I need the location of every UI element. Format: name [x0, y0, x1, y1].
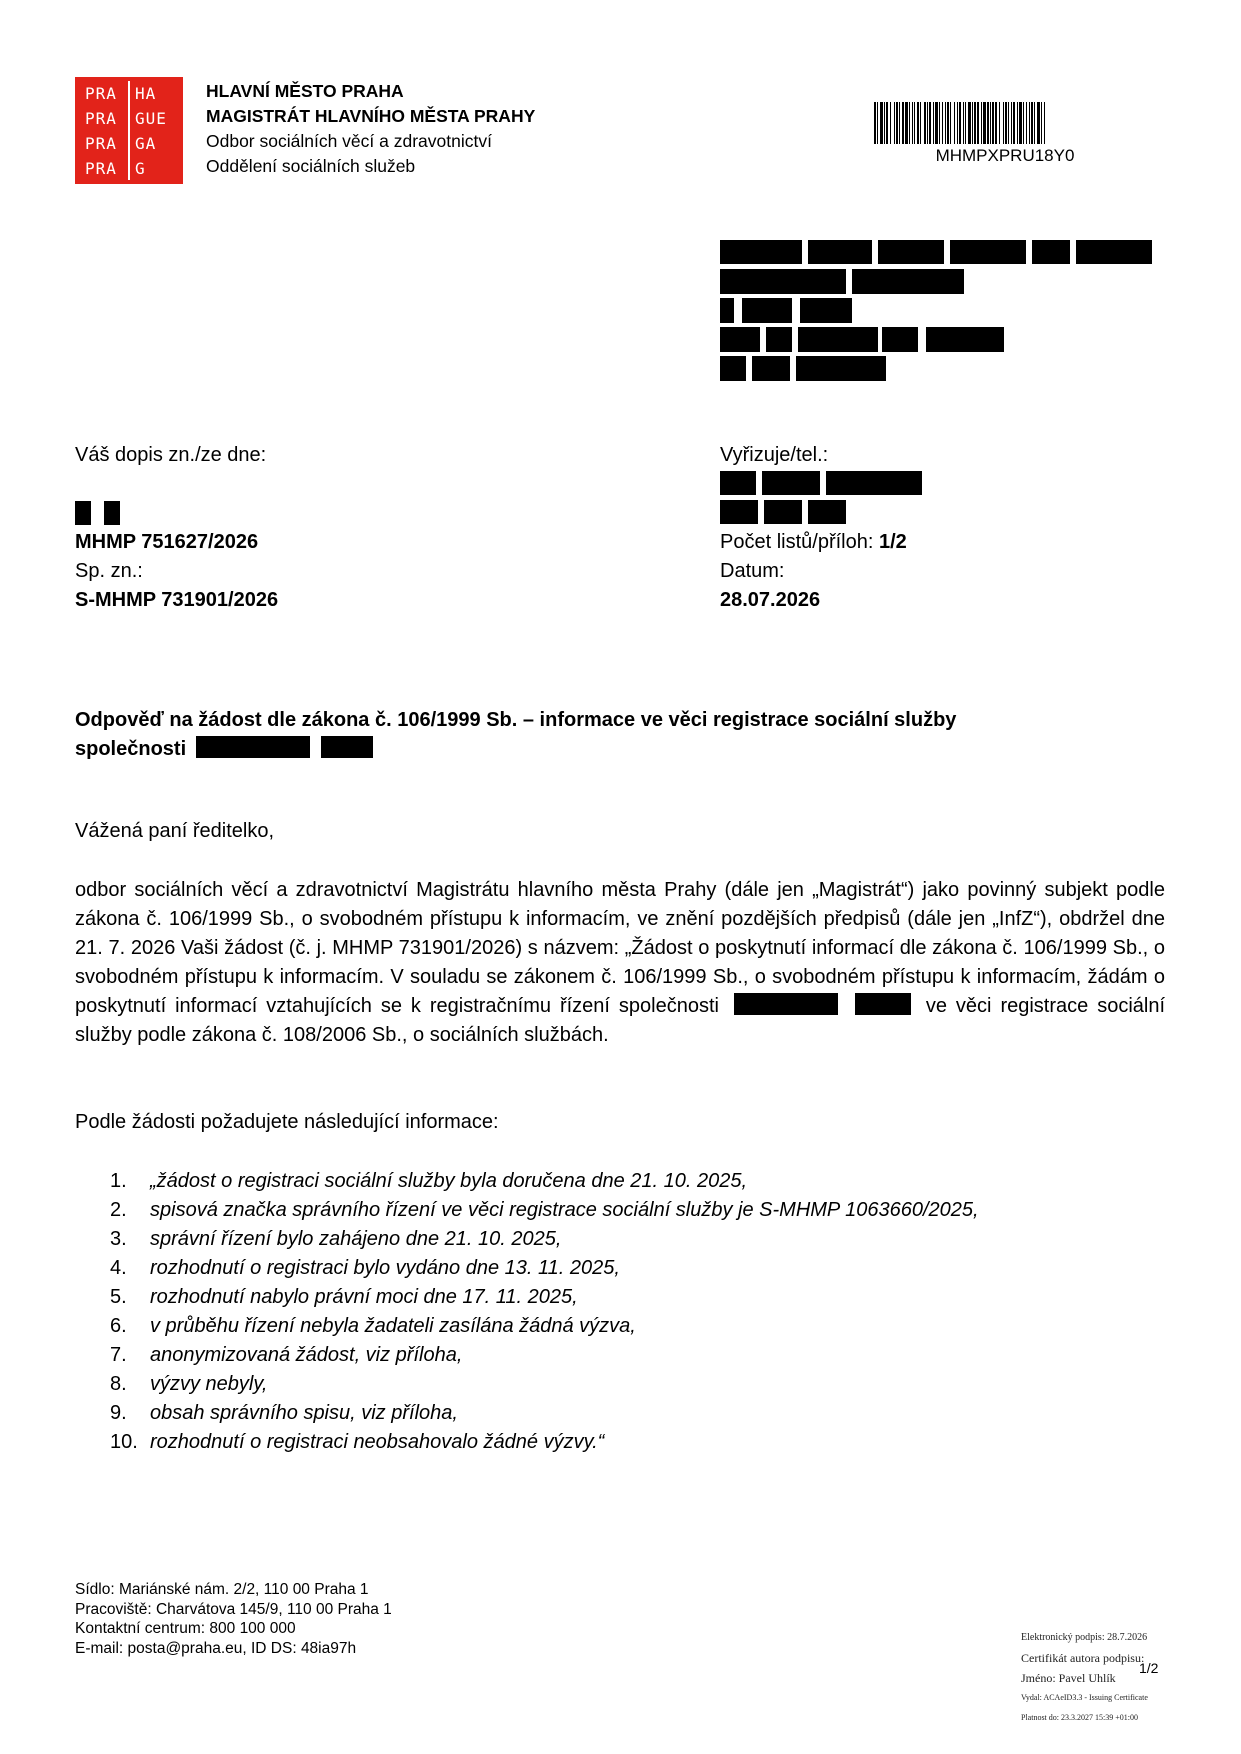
footer-email: E-mail: posta@praha.eu, ID DS: 48ia97h — [75, 1639, 357, 1657]
file-number: S-MHMP 731901/2026 — [75, 589, 279, 611]
page-number: 1/2 — [1139, 1660, 1159, 1676]
list-item: 10. rozhodnutí o registraci neobsahovalo žádné výzvy.“ — [110, 1431, 605, 1453]
signature-certificate-label: Certifikát autora podpisu: — [1021, 1651, 1145, 1665]
logo-text: PRA — [85, 134, 117, 153]
list-item: 2. spisová značka správního řízení ve věci registrace sociální služby je S-MHMP 1063660/2025, — [110, 1199, 979, 1221]
logo-text: GA — [135, 134, 157, 153]
logo-text: HA — [135, 84, 157, 103]
electronic-signature — [1021, 1628, 1148, 1728]
issuer-department: Odbor sociálních věcí a zdravotnictví — [206, 131, 492, 151]
date-label: Datum: — [720, 560, 785, 582]
footer-seat: Sídlo: Mariánské nám. 2/2, 110 00 Praha 1 — [75, 1581, 369, 1598]
issuer-header — [206, 79, 535, 179]
signature-date: Elektronický podpis: 28.7.2026 — [1021, 1632, 1148, 1643]
company-form-redacted — [321, 736, 373, 758]
list-item: 5. rozhodnutí nabylo právní moci dne 17. 11. 2025, — [110, 1286, 578, 1308]
footer-contacts — [75, 1580, 392, 1658]
list-intro: Podle žádosti požadujete následující informace: — [75, 1111, 499, 1133]
subject-line-2-text: společnosti — [75, 738, 187, 760]
issuer-city: HLAVNÍ MĚSTO PRAHA — [206, 81, 404, 101]
company-name-redacted — [196, 736, 310, 758]
body-paragraph — [75, 876, 1165, 1050]
barcode-number: MHMPXPRU18Y0 — [935, 146, 1075, 165]
logo-row — [75, 134, 183, 157]
subject-line-1: Odpověď na žádost dle zákona č. 106/1999 Sb. – informace ve věci registrace sociální služby — [75, 709, 957, 731]
logo-text: GUE — [135, 109, 167, 128]
requested-info-list — [110, 1167, 979, 1457]
logo-text: PRA — [85, 109, 117, 128]
logo-row — [75, 84, 183, 107]
logo-row — [75, 109, 183, 132]
list-item: 4. rozhodnutí o registraci bylo vydáno dne 13. 11. 2025, — [110, 1257, 620, 1279]
company-form-redacted — [855, 993, 911, 1015]
letter-subject — [75, 706, 1165, 764]
issuer-office: MAGISTRÁT HLAVNÍHO MĚSTA PRAHY — [206, 106, 536, 126]
date-value: 28.07.2026 — [720, 589, 821, 611]
subject-line-2 — [75, 735, 1165, 764]
sheets-label: Počet listů/příloh: — [720, 531, 874, 553]
company-name-redacted — [734, 993, 838, 1015]
sheets-value: 1/2 — [878, 531, 907, 553]
list-item: 3. správní řízení bylo zahájeno dne 21. 10. 2025, — [110, 1228, 562, 1250]
prague-logo — [75, 77, 183, 184]
signature-name: Jméno: Pavel Uhlík — [1021, 1671, 1116, 1685]
file-number-label: Sp. zn.: — [75, 560, 143, 582]
list-item: 6. v průběhu řízení nebyla žadateli zasílána žádná výzva, — [110, 1315, 636, 1337]
logo-text: PRA — [85, 84, 117, 103]
body-text-part-2: ve věci registrace sociální služby podle zákona č. 108/2006 Sb., o sociálních službách. — [75, 995, 1166, 1046]
logo-text: PRA — [85, 159, 117, 178]
barcode — [874, 102, 1136, 144]
your-letter-label: Váš dopis zn./ze dne: — [75, 444, 267, 466]
list-item: 8. výzvy nebyly, — [110, 1373, 268, 1395]
salutation: Vážená paní ředitelko, — [75, 820, 275, 842]
logo-text: G — [135, 159, 146, 178]
signature-validity: Platnost do: 23.3.2027 15:39 +01:00 — [1021, 1713, 1138, 1722]
reference-number: MHMP 751627/2026 — [75, 531, 259, 553]
issuer-unit: Oddělení sociálních služeb — [206, 156, 416, 176]
logo-row — [75, 159, 183, 182]
signature-issuer: Vydal: ACAeID3.3 - Issuing Certificate — [1021, 1693, 1148, 1702]
list-item: 9. obsah správního spisu, viz příloha, — [110, 1402, 458, 1424]
sheets-attachments — [720, 528, 907, 556]
list-item: 7. anonymizovaná žádost, viz příloha, — [110, 1344, 463, 1366]
list-item: 1. „žádost o registraci sociální služby byla doručena dne 21. 10. 2025, — [110, 1170, 748, 1192]
footer-contact-center: Kontaktní centrum: 800 100 000 — [75, 1620, 296, 1637]
footer-workplace: Pracoviště: Charvátova 145/9, 110 00 Praha 1 — [75, 1600, 392, 1618]
body-text-part-1: odbor sociálních věcí a zdravotnictví Magistrátu hlavního města Prahy (dále jen „Magistrát“) jako povinný subjekt podle zákona č. 106/1999 Sb., o svobodném přístupu k informacím, ve znění pozdějších předpisů (dále jen „InfZ“), obdržel dne 21. 7. 2026 Vaši žádost (č. j. MHMP 731901/2026) s názvem: „Žádost o poskytnutí informací dle zákona č. 106/1999 Sb., o svobodném přístupu k informacím. V souladu se zákonem č. 106/1999 Sb., o svobodném přístupu k informacím, žádám o poskytnutí informací vztahujících se k registračnímu řízení společnosti — [75, 879, 1165, 1017]
handler-label: Vyřizuje/tel.: — [720, 444, 829, 466]
